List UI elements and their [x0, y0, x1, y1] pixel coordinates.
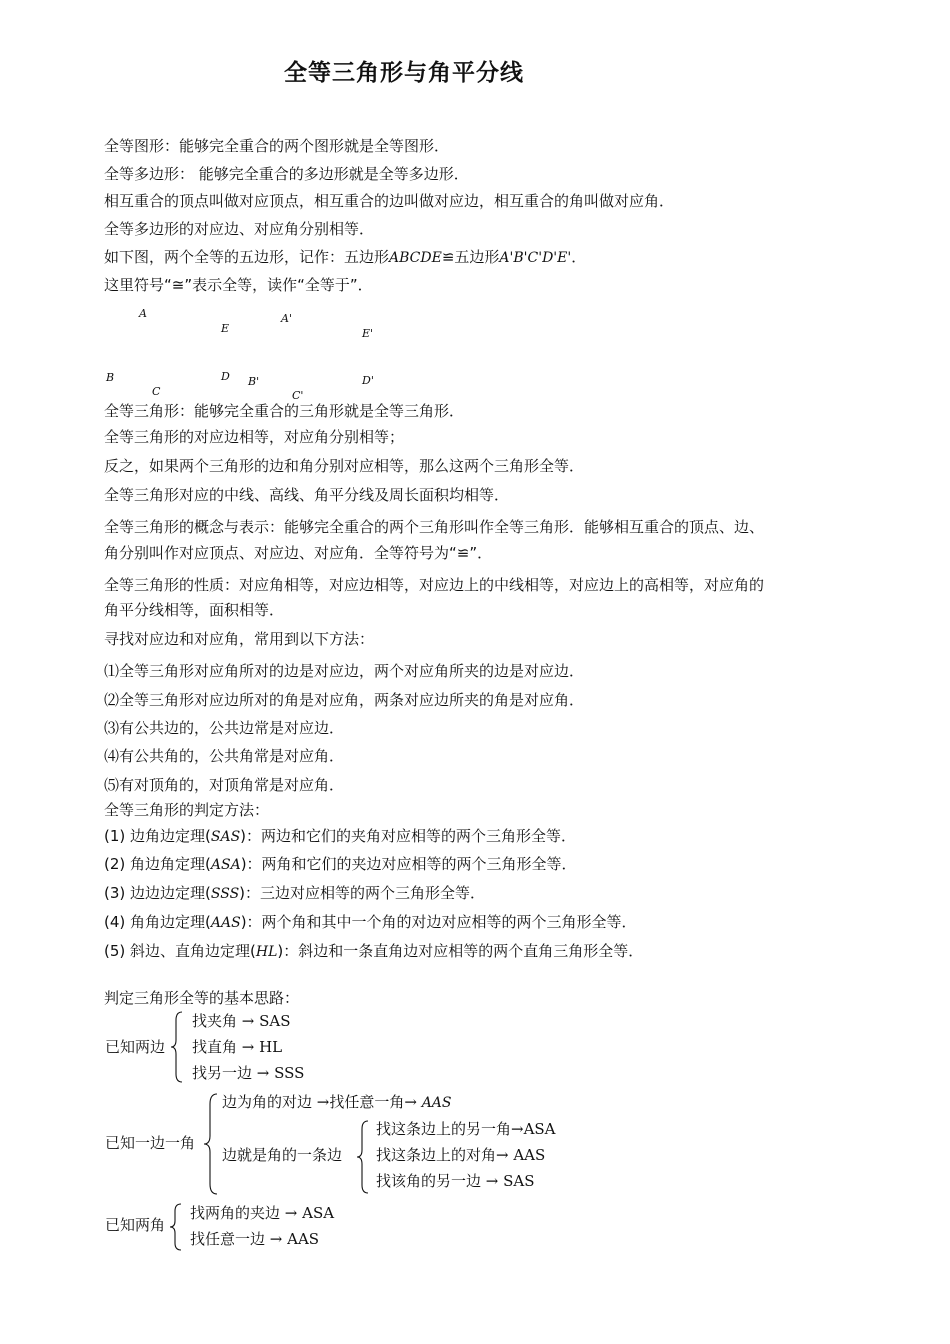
method-item: ⑸有对顶角的，对顶角常是对应角． [104, 776, 345, 794]
thinking-title: 判定三角形全等的基本思路： [104, 989, 300, 1007]
criterion-abbr: SSS [210, 886, 240, 902]
tree-label-two-sides: 已知两边 [105, 1038, 166, 1056]
tree-item: 找两角的夹边 → ASA [190, 1204, 335, 1222]
tree-item: 找夹角 → SAS [192, 1012, 291, 1030]
vertex-label-d-prime: D' [362, 374, 374, 387]
definition-congruent-figure: 全等图形：能够完全重合的两个图形就是全等图形． [104, 137, 450, 155]
triangle-concept-2: 角分别叫作对应顶点、对应边、对应角．全等符号为“≌”． [104, 544, 493, 562]
tree-item: 找直角 → HL [192, 1038, 283, 1056]
tree-item-text: 边为角的对边 →找任意一角→ [222, 1093, 422, 1111]
left-brace-icon [356, 1119, 370, 1195]
criterion-text: )：斜边和一条直角边对应相等的两个直角三角形全等． [277, 942, 644, 960]
criterion-item [104, 941, 643, 962]
method-item: ⑷有公共角的，公共角常是对应角． [104, 747, 345, 765]
vertex-label-b-prime: B' [248, 375, 260, 388]
vertex-label-a: A [139, 307, 147, 320]
vertex-label-a-prime: A' [281, 312, 292, 325]
polygon-property: 全等多边形的对应边、对应角分别相等． [104, 220, 375, 238]
tree-item: 找另一边 → SSS [192, 1064, 305, 1082]
definition-correspondence: 相互重合的顶点叫做对应顶点，相互重合的边叫做对应边，相互重合的角叫做对应角． [104, 192, 675, 210]
criterion-text: )：三边对应相等的两个三角形全等． [239, 884, 486, 902]
criterion-item [104, 912, 637, 933]
triangle-nature-2: 角平分线相等，面积相等． [104, 601, 285, 619]
left-brace-icon [169, 1202, 183, 1252]
tree-item: 找任意一边 → AAS [190, 1230, 320, 1248]
pentagon-notation-text: 如下图，两个全等的五边形，记作：五边形 [104, 248, 390, 266]
congruent-symbol-text: ≌五边形 [441, 248, 500, 266]
left-brace-icon [203, 1092, 219, 1196]
criterion-item [104, 826, 576, 847]
definition-congruent-polygon: 全等多边形： 能够完全重合的多边形就是全等多边形． [104, 165, 469, 183]
criterion-abbr: ASA [210, 857, 241, 873]
tree-label-side-angle: 已知一边一角 [105, 1134, 196, 1152]
method-item: ⑶有公共边的，公共边常是对应边． [104, 719, 345, 737]
finding-methods-intro: 寻找对应边和对应角，常用到以下方法： [104, 630, 375, 648]
pentagon-notation [104, 247, 586, 268]
pentagon-name-2: A'B'C'D'E' [499, 250, 572, 266]
tree-item: 边就是角的一条边 [222, 1146, 343, 1164]
criterion-text: )：两个角和其中一个角的对边对应相等的两个三角形全等． [240, 913, 637, 931]
triangle-nature-1: 全等三角形的性质：对应角相等，对应边相等，对应边上的中线相等，对应边上的高相等，对应角的 [104, 576, 765, 594]
criterion-prefix: (5) 斜边、直角边定理( [104, 942, 256, 960]
definition-congruent-triangle: 全等三角形：能够完全重合的三角形就是全等三角形． [104, 402, 465, 420]
criterion-prefix: (4) 角角边定理( [104, 913, 211, 931]
criterion-text: )：两角和它们的夹边对应相等的两个三角形全等． [240, 855, 577, 873]
pentagon-name-1: ABCDE [389, 250, 442, 266]
criterion-abbr: AAS [210, 915, 241, 931]
criterion-text: )：两边和它们的夹角对应相等的两个三角形全等． [240, 827, 577, 845]
criterion-item [104, 883, 485, 904]
criterion-item [104, 854, 577, 875]
tree-subitem: 找这条边上的另一角→ASA [376, 1120, 556, 1138]
criterion-abbr: SAS [210, 829, 241, 845]
criterion-prefix: (1) 边角边定理( [104, 827, 211, 845]
vertex-label-c-prime: C' [292, 389, 304, 402]
criteria-title: 全等三角形的判定方法： [104, 801, 270, 819]
vertex-label-e: E [221, 322, 230, 335]
tree-label-two-angles: 已知两角 [105, 1216, 166, 1234]
vertex-label-e-prime: E' [362, 327, 374, 340]
criterion-abbr: HL [255, 944, 278, 960]
method-item: ⑴全等三角形对应角所对的边是对应边，两个对应角所夹的边是对应边． [104, 662, 585, 680]
triangle-property-2: 全等三角形对应的中线、高线、角平分线及周长面积均相等． [104, 486, 510, 504]
left-brace-icon [170, 1010, 184, 1084]
page-title: 全等三角形与角平分线 [284, 60, 524, 86]
criterion-prefix: (3) 边边边定理( [104, 884, 211, 902]
symbol-explanation: 这里符号“≅”表示全等，读作“全等于”． [104, 276, 373, 294]
criterion-prefix: (2) 角边角定理( [104, 855, 211, 873]
triangle-converse: 反之，如果两个三角形的边和角分别对应相等，那么这两个三角形全等． [104, 457, 585, 475]
tree-subitem: 找这条边上的对角→ AAS [376, 1146, 546, 1164]
period: ． [571, 248, 587, 266]
tree-item [222, 1092, 452, 1113]
method-item: ⑵全等三角形对应边所对的角是对应角，两条对应边所夹的角是对应角． [104, 691, 585, 709]
vertex-label-c: C [152, 385, 161, 398]
triangle-property-1: 全等三角形的对应边相等，对应角分别相等； [104, 428, 405, 446]
tree-item-abbr: AAS [421, 1095, 452, 1111]
vertex-label-d: D [221, 370, 230, 383]
tree-subitem: 找该角的另一边 → SAS [376, 1172, 535, 1190]
vertex-label-b: B [106, 371, 115, 384]
triangle-concept-1: 全等三角形的概念与表示：能够完全重合的两个三角形叫作全等三角形．能够相互重合的顶点、边、 [104, 518, 765, 536]
